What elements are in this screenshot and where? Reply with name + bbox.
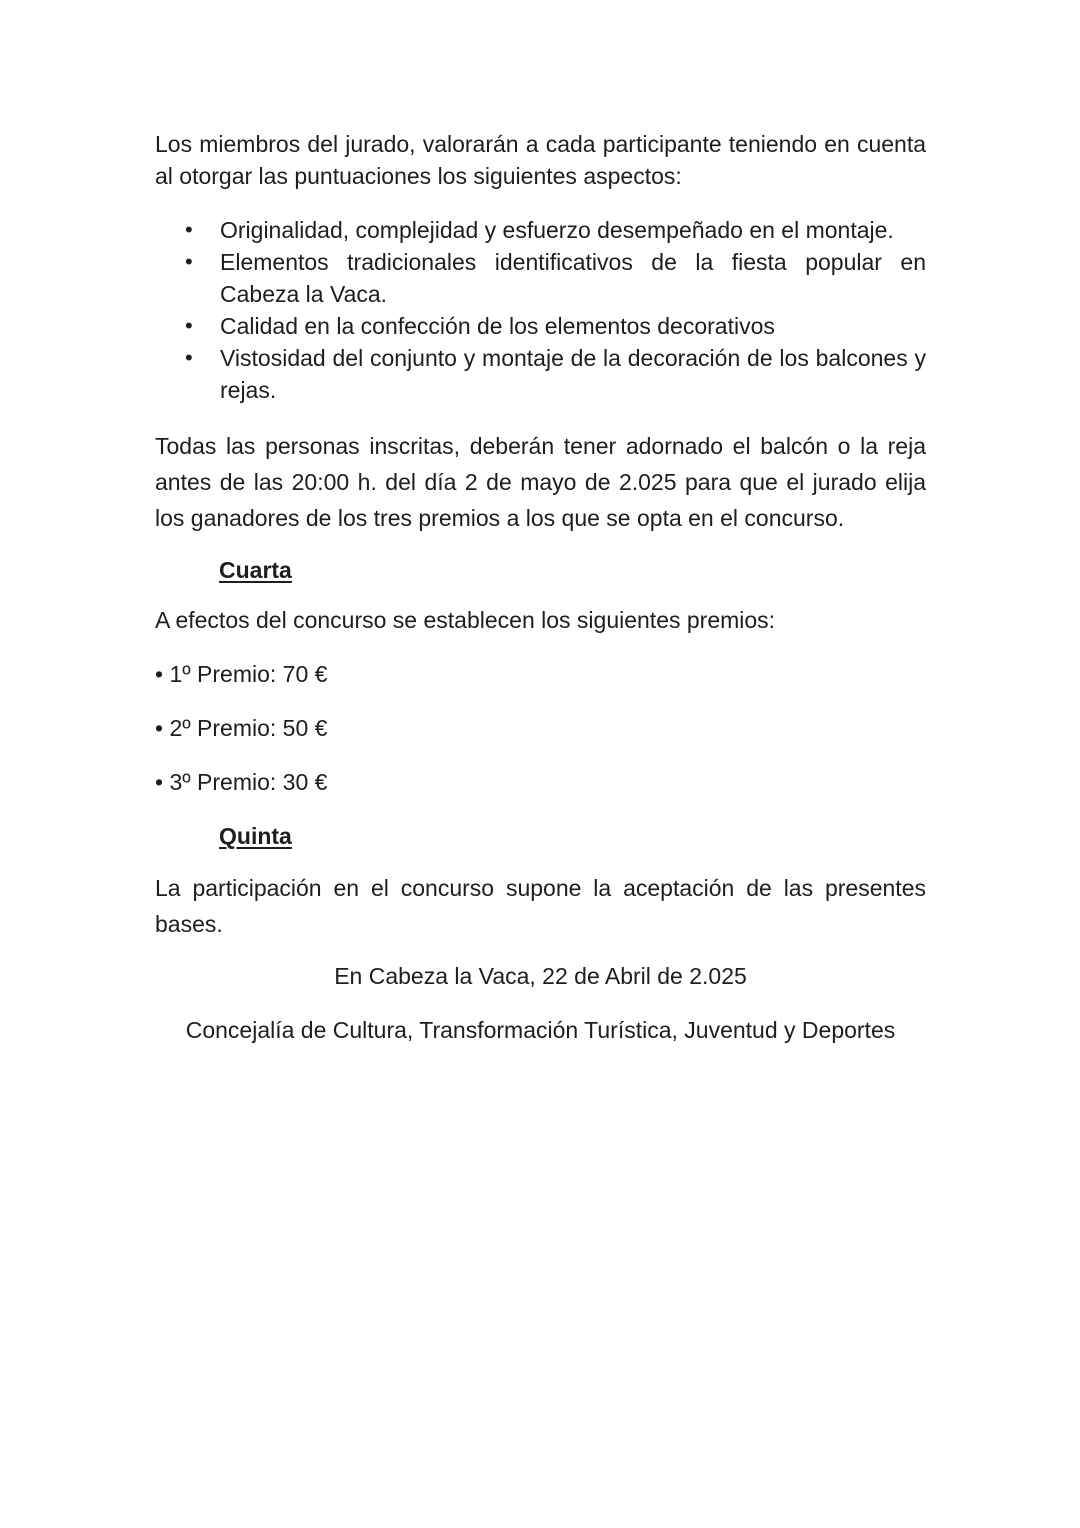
prize-item-3: • 3º Premio: 30 € <box>155 769 328 795</box>
deadline-paragraph: Todas las personas inscritas, deberán tener adornado el balcón o la reja antes de las 20:00 h. del día 2 de mayo de 2.025 para que el jurado elija los ganadores de los tres premios a los que se opta en el concurso. <box>155 433 926 531</box>
section-heading-cuarta: Cuarta <box>219 557 292 583</box>
prize-item-2: • 2º Premio: 50 € <box>155 715 328 741</box>
prize-item-1: • 1º Premio: 70 € <box>155 661 328 687</box>
aspect-text: Calidad en la confección de los elementos decorativos <box>220 313 775 339</box>
prizes-intro: A efectos del concurso se establecen los siguientes premios: <box>155 607 776 633</box>
aspect-text: Vistosidad del conjunto y montaje de la decoración de los balcones y rejas. <box>220 345 926 403</box>
acceptance-paragraph: La participación en el concurso supone la aceptación de las presentes bases. <box>155 875 926 937</box>
document-page <box>155 128 926 1068</box>
intro-paragraph: Los miembros del jurado, valorarán a cada participante teniendo en cuenta al otorgar las puntuaciones los siguientes aspectos: <box>155 131 926 189</box>
aspect-item <box>155 214 926 246</box>
aspect-item <box>155 246 926 310</box>
bullet-icon: • <box>185 313 193 338</box>
aspect-item <box>155 310 926 342</box>
place-date: En Cabeza la Vaca, 22 de Abril de 2.025 <box>334 963 747 989</box>
bullet-icon: • <box>185 217 193 242</box>
aspects-list <box>155 214 926 406</box>
section-heading-quinta: Quinta <box>219 823 292 849</box>
aspect-text: Elementos tradicionales identificativos de la fiesta popular en Cabeza la Vaca. <box>220 249 926 307</box>
aspect-item <box>155 342 926 406</box>
signature-line: Concejalía de Cultura, Transformación Turística, Juventud y Deportes <box>185 1017 896 1043</box>
bullet-icon: • <box>185 249 193 274</box>
aspect-text: Originalidad, complejidad y esfuerzo desempeñado en el montaje. <box>220 217 894 243</box>
bullet-icon: • <box>185 345 193 370</box>
